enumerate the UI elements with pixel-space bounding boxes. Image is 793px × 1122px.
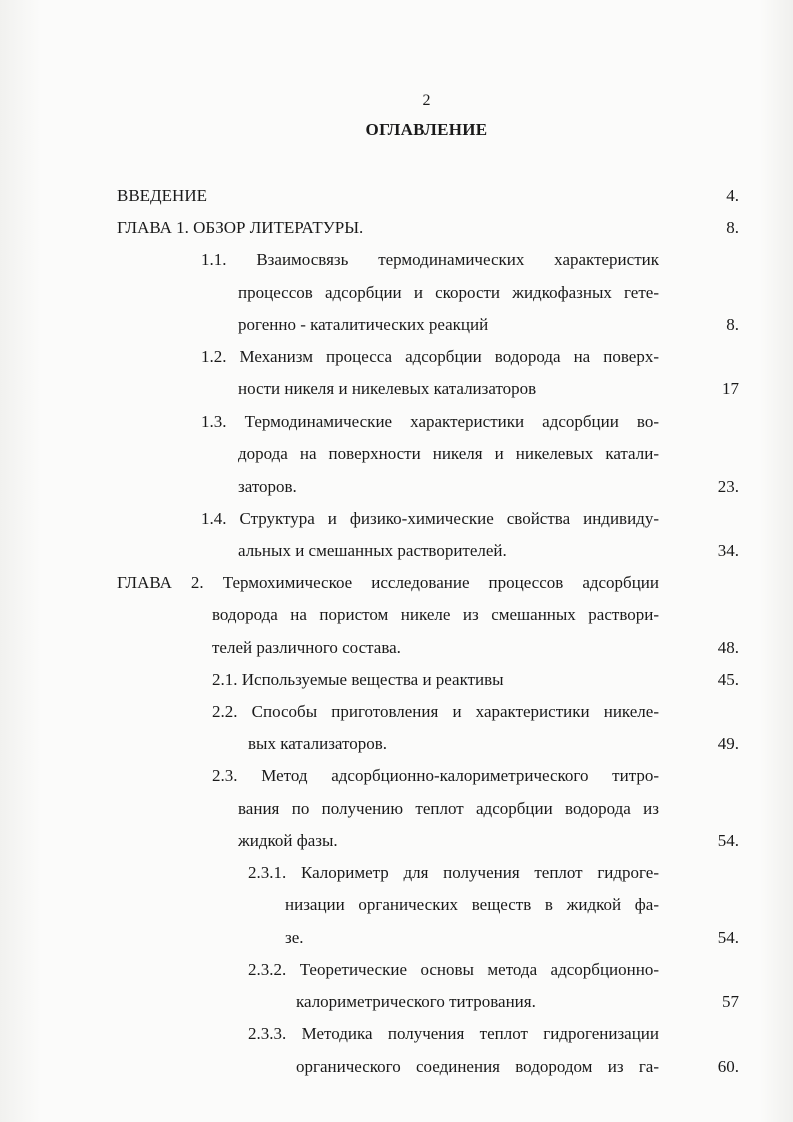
toc-entry-text: водорода на пористом никеле из смешанных раствори- — [212, 605, 659, 624]
toc-entry-text: альных и смешанных растворителей. — [238, 541, 507, 560]
page-title: ОГЛАВЛЕНИЕ — [365, 120, 488, 139]
toc-entry-page: 17 — [722, 379, 739, 398]
page-number: 2 — [422, 92, 431, 109]
toc-entry-text: 2.1. Используемые вещества и реактивы — [212, 670, 504, 689]
toc-entry-page: 45. — [717, 670, 739, 689]
toc-entry-text: 1.1. Взаимосвязь термодинамических характеристик — [201, 250, 659, 269]
toc-entry-text: низации органических веществ в жидкой фа- — [285, 895, 659, 914]
toc-entry-text: вых катализаторов. — [248, 734, 388, 753]
toc-entry-text: заторов. — [238, 477, 297, 496]
toc-entry-text: ВВЕДЕНИЕ — [117, 186, 207, 205]
toc-entry-text: ГЛАВА 1. ОБЗОР ЛИТЕРАТУРЫ. — [117, 218, 364, 237]
toc-entry-text: рогенно - каталитических реакций — [238, 315, 489, 334]
toc-entry-page: 23. — [717, 477, 739, 496]
toc-entry-text: вания по получению теплот адсорбции водорода из — [238, 799, 659, 818]
toc-entry-text: 2.3.3. Методика получения теплот гидрогенизации — [248, 1024, 659, 1043]
toc-entry-page: 49. — [717, 734, 739, 753]
toc-entry-page: 54. — [717, 928, 739, 947]
toc-entry-text: 2.3. Метод адсорбционно-калориметрического титро- — [212, 766, 659, 785]
toc-entry-page: 48. — [717, 638, 739, 657]
toc-entry-text: 1.2. Механизм процесса адсорбции водорода на поверх- — [201, 347, 659, 366]
toc-entry-text: 2.3.1. Калориметр для получения теплот гидроге- — [248, 863, 659, 882]
toc-entry-page: 34. — [717, 541, 739, 560]
toc-entry-text: ности никеля и никелевых катализаторов — [238, 379, 537, 398]
toc-entry-page: 8. — [726, 315, 739, 334]
toc-entry-text: ГЛАВА 2. Термохимическое исследование процессов адсорбции — [117, 573, 659, 592]
toc-entry-text: 2.2. Способы приготовления и характеристики никеле- — [212, 702, 659, 721]
toc-entry-page: 8. — [726, 218, 739, 237]
toc-entry-text: 1.3. Термодинамические характеристики адсорбции во- — [201, 412, 659, 431]
toc-entry-page: 60. — [717, 1057, 739, 1076]
toc-entry-text: жидкой фазы. — [238, 831, 338, 850]
toc-entry-text: зе. — [285, 928, 304, 947]
toc-entry-page: 57 — [722, 992, 739, 1011]
toc-entry-text: калориметрического титрования. — [296, 992, 536, 1011]
toc-entry-text: процессов адсорбции и скорости жидкофазных гете- — [238, 283, 659, 302]
toc-entry-text: дорода на поверхности никеля и никелевых катали- — [238, 444, 659, 463]
toc-entry-text: органического соединения водородом из га- — [296, 1057, 659, 1076]
toc-entry-text: 1.4. Структура и физико-химические свойства индивиду- — [201, 509, 659, 528]
toc-entry-page: 4. — [726, 186, 739, 205]
toc-entry-page: 54. — [717, 831, 739, 850]
toc-entry-text: телей различного состава. — [212, 638, 401, 657]
toc-entry-text: 2.3.2. Теоретические основы метода адсорбционно- — [248, 960, 659, 979]
